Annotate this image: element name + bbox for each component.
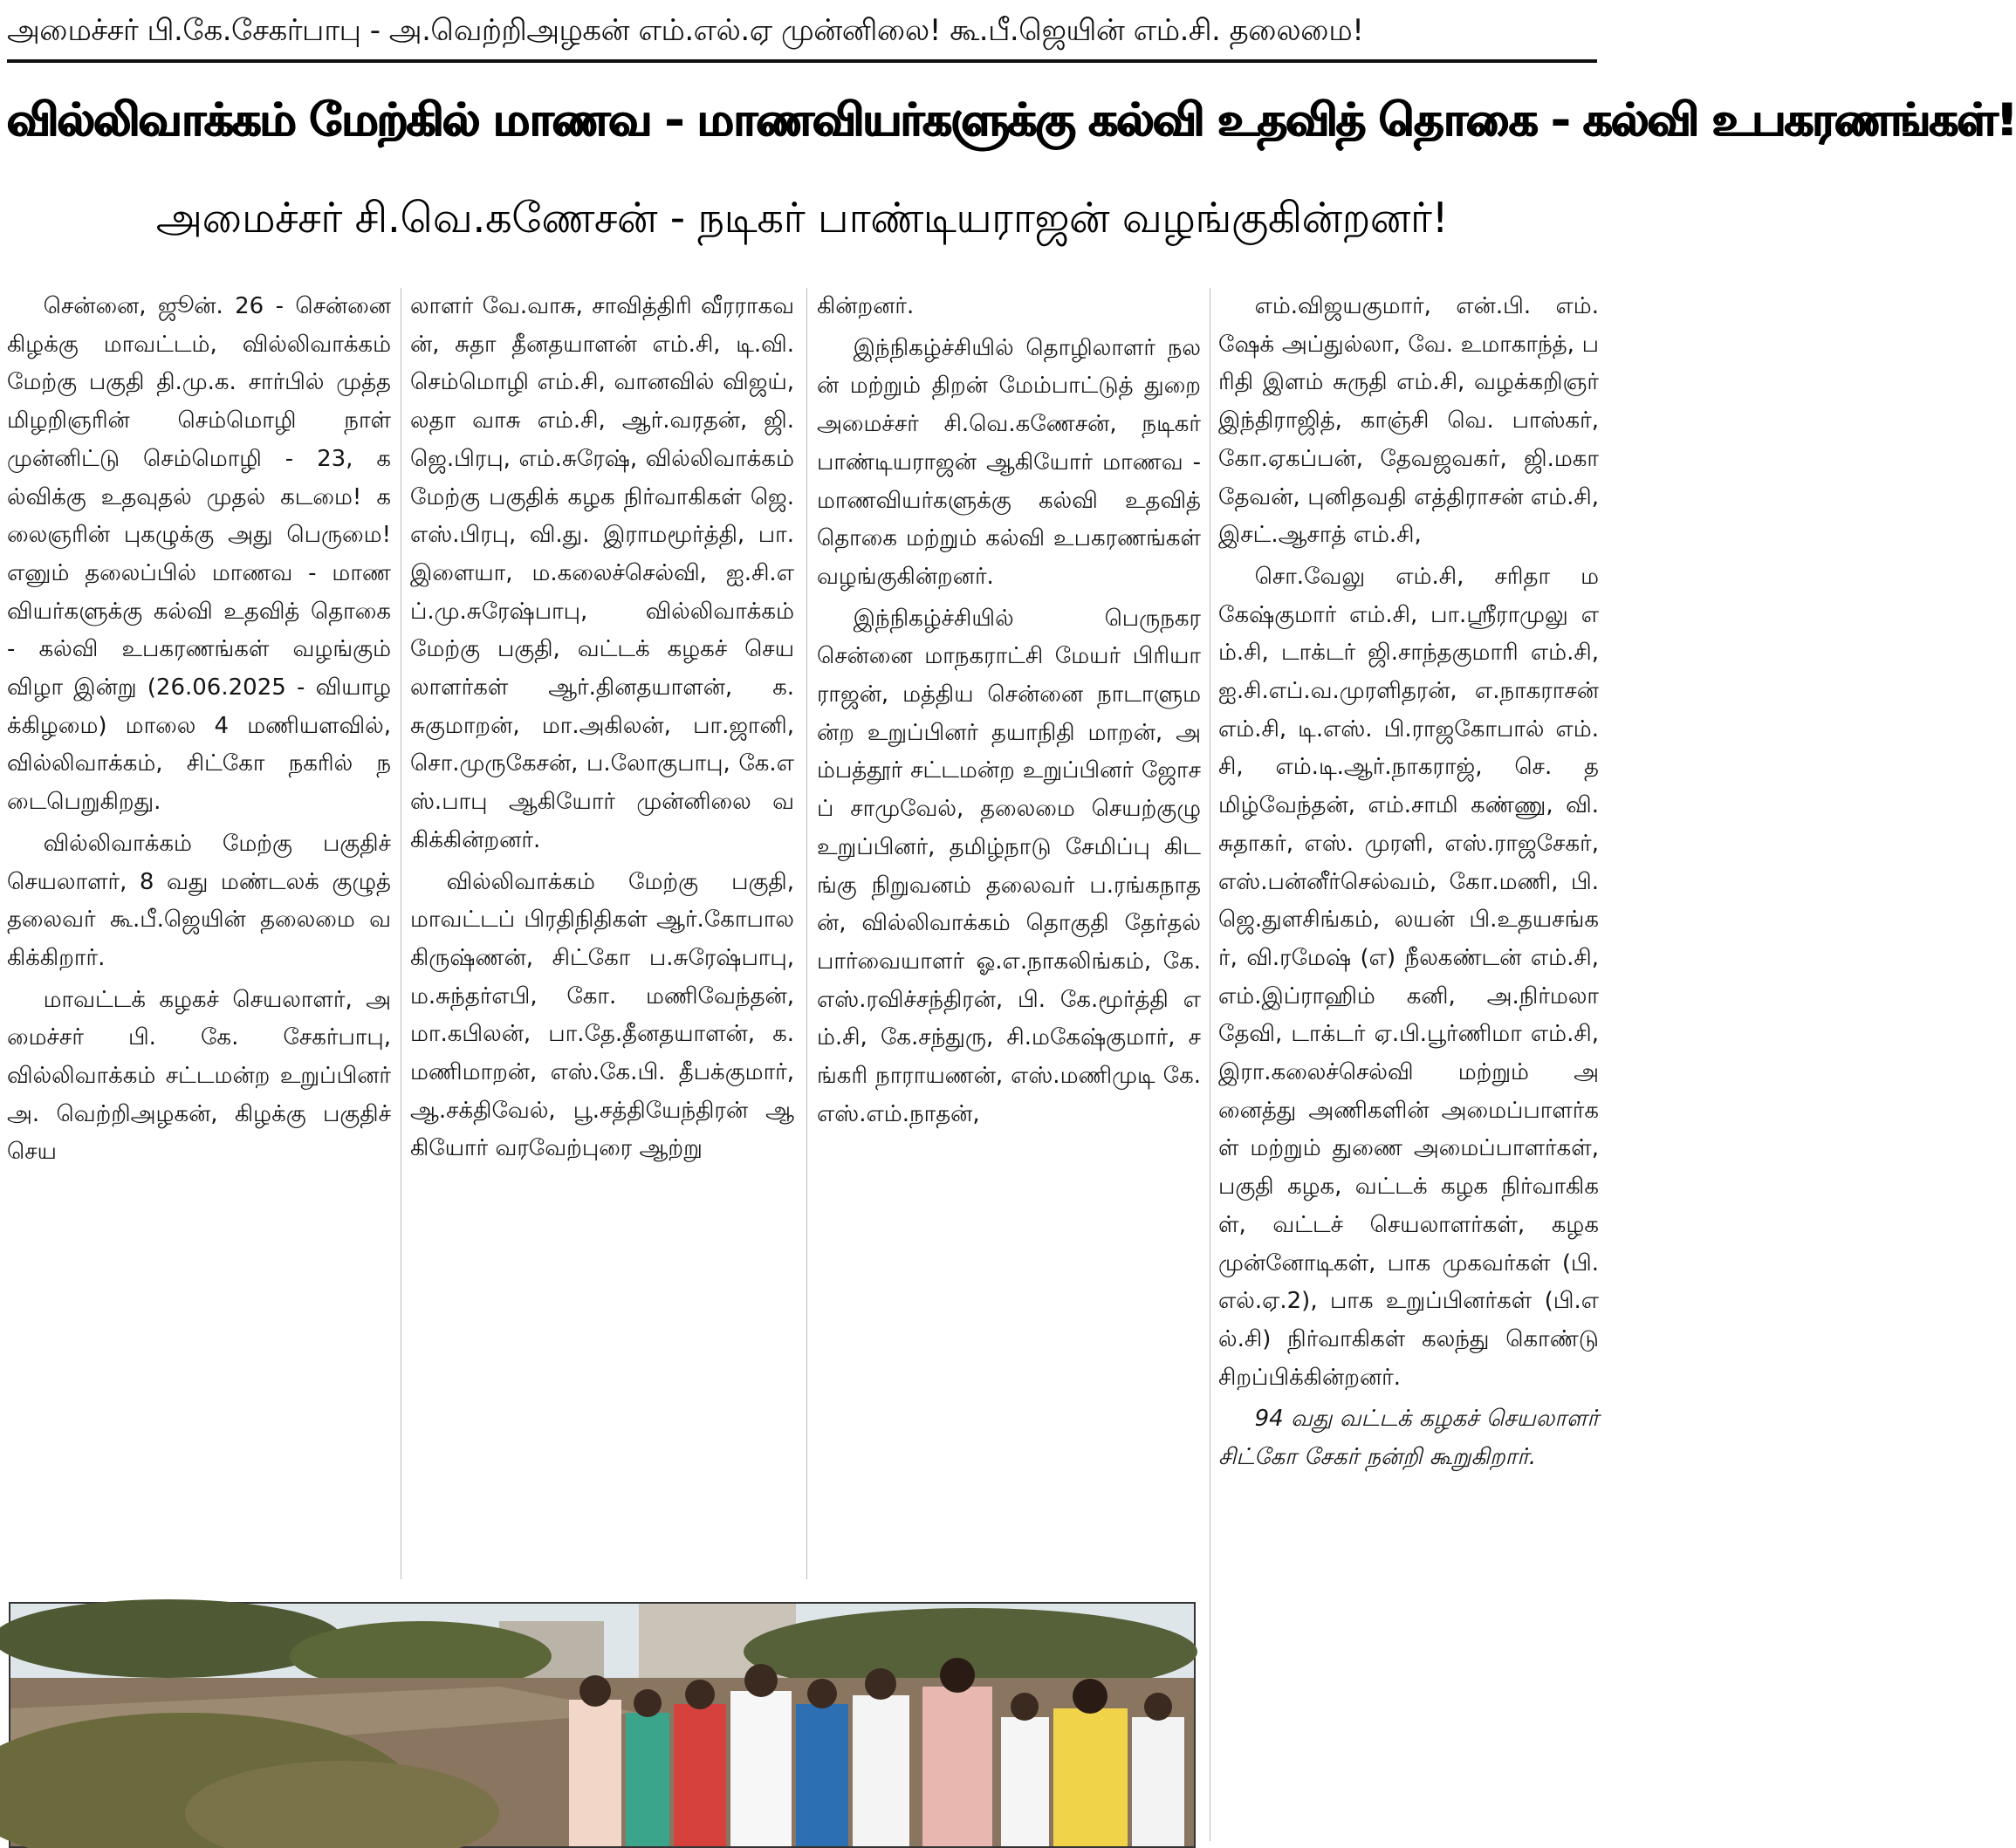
person bbox=[853, 1695, 909, 1846]
tree bbox=[0, 1599, 342, 1678]
paragraph: லாளர் வே.வாசு, சாவித்திரி வீரராகவன், சுதா தீனதயாளன் எம்.சி, டி.வி.செம்மொழி எம்.சி, வானவில் விஜய், லதா வாசு எம்.சி, ஆர்.வரதன், ஜி.ஜெ.பிரபு, எம்.சுரேஷ், வில்லிவாக்கம் மேற்கு பகுதிக் கழக நிர்வாகிகள் ஜெ.எஸ்.பிரபு, வி.து. இராமமூர்த்தி, பா.இளையா, ம.கலைச்செல்வி, ஐ.சி.எப்.மு.சுரேஷ்பாபு, வில்லிவாக்கம் மேற்கு பகுதி, வட்டக் கழகச் செயலாளர்கள் ஆர்.தினதயாளன், க.சுகுமாறன், மா.அகிலன், பா.ஜானி, சொ.முருகேசன், ப.லோகுபாபு, கே.எஸ்.பாபு ஆகியோர் முன்னிலை வகிக்கின்றனர். bbox=[410, 293, 794, 853]
article-column-3 bbox=[817, 288, 1201, 1335]
paragraph: சென்னை, ஜூன். 26 - சென்னை கிழக்கு மாவட்டம், வில்லிவாக்கம் மேற்கு பகுதி தி.மு.க. சார்பில் முத்தமிழறிஞரின் செம்மொழி நாள் முன்னிட்டு செம்மொழி - 23, கல்விக்கு உதவுதல் முதல் கடமை! கலைஞரின் புகழுக்கு அது பெருமை! எனும் தலைப்பில் மாணவ - மாணவியர்களுக்கு கல்வி உதவித் தொகை - கல்வி உபகரணங்கள் வழங்கும் விழா இன்று (26.06.2025 - வியாழக்கிழமை) மாலை 4 மணியளவில், வில்லிவாக்கம், சிட்கோ நகரில் நடைபெறுகிறது. bbox=[7, 293, 391, 816]
person bbox=[569, 1700, 621, 1846]
kicker-line: அமைச்சர் பி.கே.சேகர்பாபு - அ.வெற்றிஅழகன் எம்.எல்.ஏ முன்னிலை! கூ.பீ.ஜெயின் எம்.சி. தலைமை! bbox=[7, 13, 1364, 48]
paragraph: இந்நிகழ்ச்சியில் பெருநகர சென்னை மாநகராட்சி மேயர் பிரியா ராஜன், மத்திய சென்னை நாடாளுமன்ற உறுப்பினர் தயாநிதி மாறன், அம்பத்தூர் சட்டமன்ற உறுப்பினர் ஜோசப் சாமுவேல், தலைமை செயற்குழு உறுப்பினர், தமிழ்நாடு சேமிப்பு கிடங்கு நிறுவனம் தலைவர் ப.ரங்கநாதன், வில்லிவாக்கம் தொகுதி தேர்தல் பார்வையாளர் ஓ.எ.நாகலிங்கம், கே.எஸ்.ரவிச்சந்திரன், பி. கே.மூர்த்தி எம்.சி, கே.சந்துரு, சி.மகேஷ்குமார், சங்கரி நாராயணன், எஸ்.மணிமுடி கே.எஸ்.எம்.நாதன், bbox=[817, 605, 1201, 1127]
column-divider bbox=[806, 288, 807, 1579]
person-head bbox=[940, 1658, 975, 1693]
person bbox=[1132, 1717, 1184, 1846]
top-rule bbox=[7, 59, 1597, 63]
person-head bbox=[807, 1679, 837, 1708]
person-head bbox=[1011, 1693, 1039, 1721]
paragraph: வில்லிவாக்கம் மேற்கு பகுதிச் செயலாளர், 8 வது மண்டலக் குழுத் தலைவர் கூ.பீ.ஜெயின் தலைமை வகிக்கிறார். bbox=[7, 830, 391, 971]
person bbox=[1053, 1708, 1128, 1846]
paragraph: 94 வது வட்டக் கழகச் செயலாளர் சிட்கோ சேகர் நன்றி கூறுகிறார். bbox=[1218, 1406, 1599, 1471]
paragraph: இந்நிகழ்ச்சியில் தொழிலாளர் நலன் மற்றும் திறன் மேம்பாட்டுத் துறை அமைச்சர் சி.வெ.கணேசன், நடிகர் பாண்டியராஜன் ஆகியோர் மாணவ - மாணவியர்களுக்கு கல்வி உதவித் தொகை மற்றும் கல்வி உபகரணங்கள் வழங்குகின்றனர். bbox=[817, 334, 1201, 590]
person bbox=[796, 1704, 848, 1846]
person-head bbox=[744, 1664, 778, 1697]
paragraph: மாவட்டக் கழகச் செயலாளர், அமைச்சர் பி. கே. சேகர்பாபு, வில்லிவாக்கம் சட்டமன்ற உறுப்பினர் அ. வெற்றிஅழகன், கிழக்கு பகுதிச் செய bbox=[7, 986, 391, 1166]
person bbox=[730, 1691, 792, 1846]
article-column-2 bbox=[410, 288, 794, 1579]
headline: வில்லிவாக்கம் மேற்கில் மாணவ - மாணவியர்களுக்கு கல்வி உதவித் தொகை - கல்வி உபகரணங்கள்! bbox=[7, 94, 2016, 147]
photo-illustration bbox=[10, 1604, 1194, 1846]
person bbox=[674, 1704, 726, 1846]
person bbox=[922, 1687, 992, 1846]
person-head bbox=[1144, 1693, 1172, 1721]
paragraph: வில்லிவாக்கம் மேற்கு பகுதி, மாவட்டப் பிரதிநிதிகள் ஆர்.கோபாலகிருஷ்ணன், சிட்கோ ப.சுரேஷ்பாபு, ம.சுந்தர்எபி, கோ. மணிவேந்தன், மா.கபிலன், பா.தே.தீனதயாளன், க. மணிமாறன், எஸ்.கே.பி. தீபக்குமார், ஆ.சக்திவேல், பூ.சத்தியேந்திரன் ஆகியோர் வரவேற்புரை ஆற்று bbox=[410, 868, 794, 1162]
person-head bbox=[579, 1675, 611, 1707]
subheadline: அமைச்சர் சி.வெ.கணேசன் - நடிகர் பாண்டியராஜன் வழங்குகின்றனர்! bbox=[155, 194, 1449, 243]
article-column-1 bbox=[7, 288, 391, 1536]
person-head bbox=[1073, 1679, 1107, 1714]
person bbox=[626, 1713, 669, 1846]
article-column-4 bbox=[1218, 288, 1599, 1846]
person bbox=[1001, 1717, 1049, 1846]
paragraph: எம்.விஜயகுமார், என்.பி. எம்.ஷேக் அப்துல்லா, வே. உமாகாந்த், பரிதி இளம் சுருதி எம்.சி, வழக்கறிஞர் இந்திராஜித், காஞ்சி வெ. பாஸ்கர், கோ.ஏகப்பன், தேவஜவகர், ஜி.மகா தேவன், புனிதவதி எத்திராசன் எம்.சி, இசட்.ஆசாத் எம்.சி, bbox=[1218, 293, 1599, 549]
paragraph: சொ.வேலு எம்.சி, சரிதா மகேஷ்குமார் எம்.சி, பா.ஸ்ரீராமுலு எம்.சி, டாக்டர் ஜி.சாந்தகுமாரி எம்.சி, ஐ.சி.எப்.வ.முரளிதரன், எ.நாகராசன் எம்.சி, டி.எஸ். பி.ராஜகோபால் எம்.சி, எம்.டி.ஆர்.நாகராஜ், செ. தமிழ்வேந்தன், எம்.சாமி கண்ணு, வி.சுதாகர், எஸ். முரளி, எஸ்.ராஜசேகர், எஸ்.பன்னீர்செல்வம், கோ.மணி, பி.ஜெ.துளசிங்கம், லயன் பி.உதயசங்கர், வி.ரமேஷ் (எ) நீலகண்டன் எம்.சி, எம்.இப்ராஹிம் கனி, அ.நிர்மலா தேவி, டாக்டர் ஏ.பி.பூர்ணிமா எம்.சி, இரா.கலைச்செல்வி மற்றும் அனைத்து அணிகளின் அமைப்பாளர்கள் மற்றும் துணை அமைப்பாளர்கள், பகுதி கழக, வட்டக் கழக நிர்வாகிகள், வட்டச் செயலாளர்கள், கழக முன்னோடிகள், பாக முகவர்கள் (பி.எல்.ஏ.2), பாக உறுப்பினர்கள் (பி.எல்.சி) நிர்வாகிகள் கலந்து கொண்டு சிறப்பிக்கின்றனர். bbox=[1218, 563, 1599, 1391]
person-head bbox=[865, 1668, 896, 1700]
event-photo bbox=[9, 1602, 1196, 1848]
paragraph: கின்றனர். bbox=[817, 293, 915, 319]
person-head bbox=[634, 1689, 662, 1717]
person-head bbox=[685, 1680, 715, 1709]
